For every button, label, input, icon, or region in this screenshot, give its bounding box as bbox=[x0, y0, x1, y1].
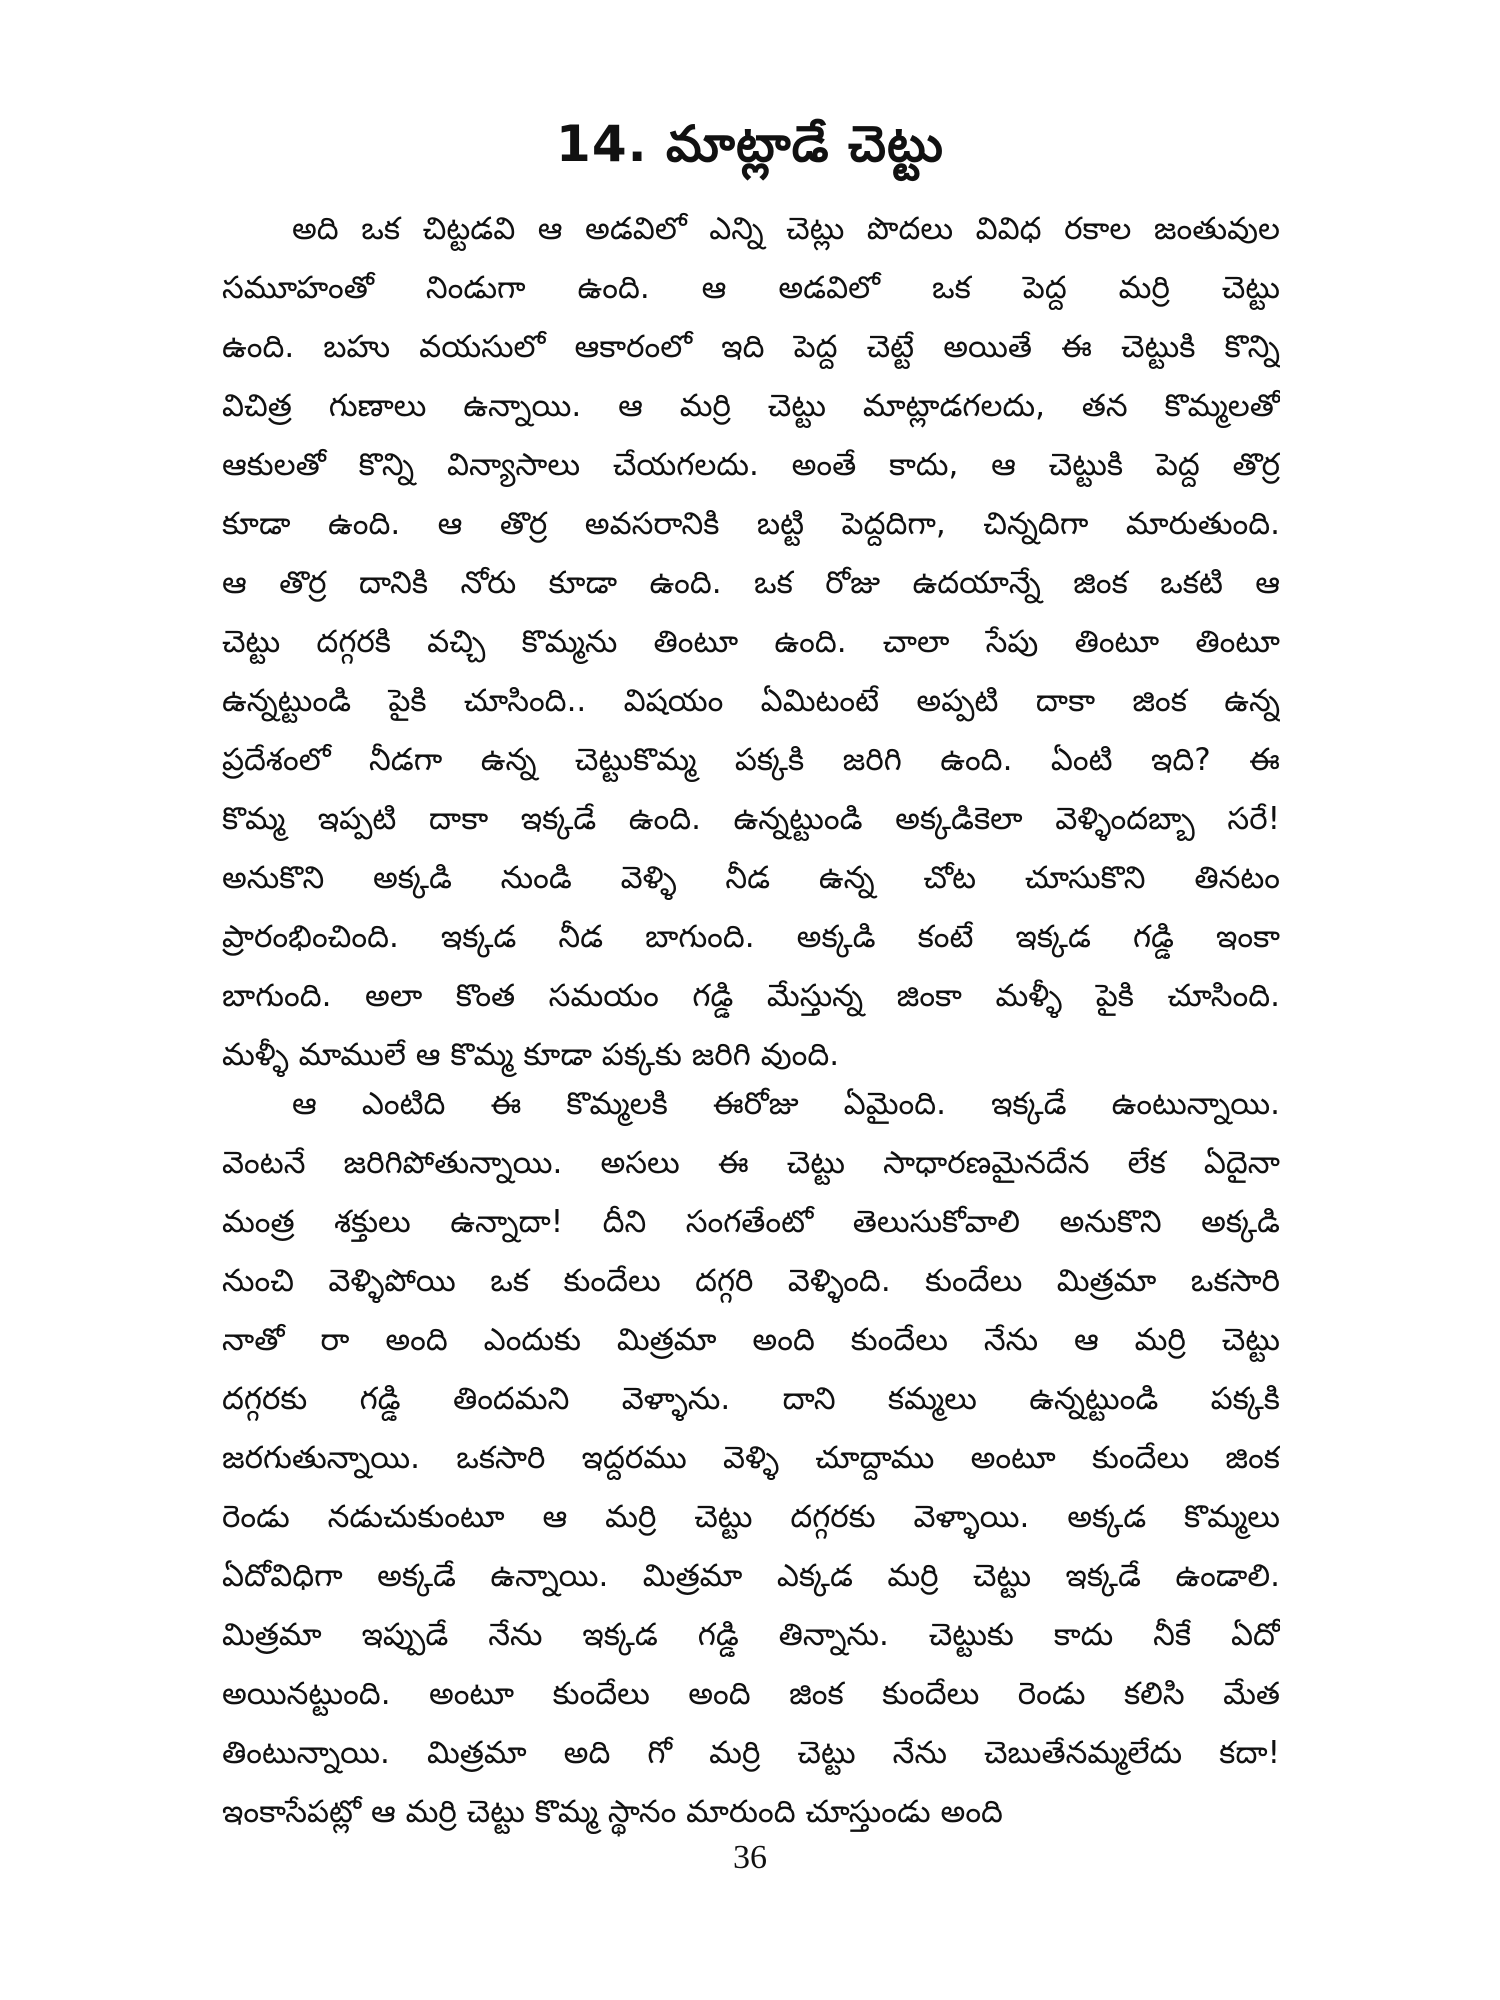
page-title: 14. మాట్లాడే చెట్టు bbox=[556, 114, 944, 173]
text-line: నుంచి వెళ్ళిపోయి ఒక కుందేలు దగ్గరి వెళ్ళింది. కుందేలు మిత్రమా ఒకసారి bbox=[222, 1263, 1280, 1299]
text-line: ఏదోవిధిగా అక్కడే ఉన్నాయి. మిత్రమా ఎక్కడ మర్రి చెట్టు ఇక్కడే ఉండాలి. bbox=[222, 1558, 1280, 1594]
text-line: ఉంది. బహు వయసులో ఆకారంలో ఇది పెద్ద చెట్టే అయితే ఈ చెట్టుకి కొన్ని bbox=[222, 329, 1280, 365]
text-line: నాతో రా అంది ఎందుకు మిత్రమా అంది కుందేలు నేను ఆ మర్రి చెట్టు bbox=[222, 1322, 1280, 1358]
text-line: తింటున్నాయి. మిత్రమా అది గో మర్రి చెట్టు నేను చెబుతేనమ్మలేదు కదా! bbox=[222, 1735, 1280, 1771]
text-line: అది ఒక చిట్టడవి ఆ అడవిలో ఎన్ని చెట్లు పొదలు వివిధ రకాల జంతువుల bbox=[292, 211, 1280, 247]
text-line: కూడా ఉంది. ఆ తొర్ర అవసరానికి బట్టి పెద్దదిగా, చిన్నదిగా మారుతుంది. bbox=[222, 506, 1280, 542]
text-line: సమూహంతో నిండుగా ఉంది. ఆ అడవిలో ఒక పెద్ద మర్రి చెట్టు bbox=[222, 270, 1280, 306]
text-line: దగ్గరకు గడ్డి తిందమని వెళ్ళాను. దాని కమ్మలు ఉన్నట్టుండి పక్కకి bbox=[222, 1381, 1280, 1417]
text-line: విచిత్ర గుణాలు ఉన్నాయి. ఆ మర్రి చెట్టు మాట్లాడగలదు, తన కొమ్మలతో bbox=[222, 388, 1280, 424]
text-line: మంత్ర శక్తులు ఉన్నాదా! దీని సంగతేంటో తెలుసుకోవాలి అనుకొని అక్కడి bbox=[222, 1204, 1280, 1240]
text-line: మళ్ళీ మాములే ఆ కొమ్మ కూడా పక్కకు జరిగి వుంది. bbox=[222, 1037, 840, 1073]
text-line: చెట్టు దగ్గరకి వచ్చి కొమ్మను తింటూ ఉంది. చాలా సేపు తింటూ తింటూ bbox=[222, 624, 1280, 660]
paragraph-2 bbox=[222, 1075, 1280, 1842]
text-line: ప్రారంభించింది. ఇక్కడ నీడ బాగుంది. అక్కడి కంటే ఇక్కడ గడ్డి ఇంకా bbox=[222, 919, 1280, 955]
page-number: 36 bbox=[733, 1839, 767, 1876]
text-line: ఉన్నట్టుండి పైకి చూసింది.. విషయం ఏమిటంటే అప్పటి దాకా జింక ఉన్న bbox=[222, 683, 1280, 719]
text-line: కొమ్మ ఇప్పటి దాకా ఇక్కడే ఉంది. ఉన్నట్టుండి అక్కడికెలా వెళ్ళిందబ్బా సరే! bbox=[222, 801, 1280, 837]
text-line: రెండు నడుచుకుంటూ ఆ మర్రి చెట్టు దగ్గరకు వెళ్ళాయి. అక్కడ కొమ్మలు bbox=[222, 1499, 1280, 1535]
text-line: వెంటనే జరిగిపోతున్నాయి. అసలు ఈ చెట్టు సాధారణమైనదేన లేక ఏదైనా bbox=[222, 1145, 1280, 1181]
paragraph-1 bbox=[222, 200, 1280, 1085]
text-line: అనుకొని అక్కడి నుండి వెళ్ళి నీడ ఉన్న చోట చూసుకొని తినటం bbox=[222, 860, 1280, 896]
text-line: అయినట్టుంది. అంటూ కుందేలు అంది జింక కుందేలు రెండు కలిసి మేత bbox=[222, 1676, 1280, 1712]
text-line: ఆ ఎంటిది ఈ కొమ్మలకి ఈరోజు ఏమైంది. ఇక్కడే ఉంటున్నాయి. bbox=[292, 1086, 1280, 1122]
text-line: ఇంకాసేపట్లో ఆ మర్రి చెట్టు కొమ్మ స్థానం మారుంది చూస్తుండు అంది bbox=[222, 1794, 1003, 1830]
text-line: ప్రదేశంలో నీడగా ఉన్న చెట్టుకొమ్మ పక్కకి జరిగి ఉంది. ఏంటి ఇది? ఈ bbox=[222, 742, 1280, 778]
text-line: ఆకులతో కొన్ని విన్యాసాలు చేయగలదు. అంతే కాదు, ఆ చెట్టుకి పెద్ద తొర్ర bbox=[222, 447, 1280, 483]
text-line: బాగుంది. అలా కొంత సమయం గడ్డి మేస్తున్న జింకా మళ్ళీ పైకి చూసింది. bbox=[222, 978, 1280, 1014]
text-line: ఆ తొర్ర దానికి నోరు కూడా ఉంది. ఒక రోజు ఉదయాన్నే జింక ఒకటి ఆ bbox=[222, 565, 1280, 601]
text-line: జరగుతున్నాయి. ఒకసారి ఇద్దరము వెళ్ళి చూద్దాము అంటూ కుందేలు జింక bbox=[222, 1440, 1280, 1476]
text-line: మిత్రమా ఇప్పుడే నేను ఇక్కడ గడ్డి తిన్నాను. చెట్టుకు కాదు నీకే ఏదో bbox=[222, 1617, 1280, 1653]
